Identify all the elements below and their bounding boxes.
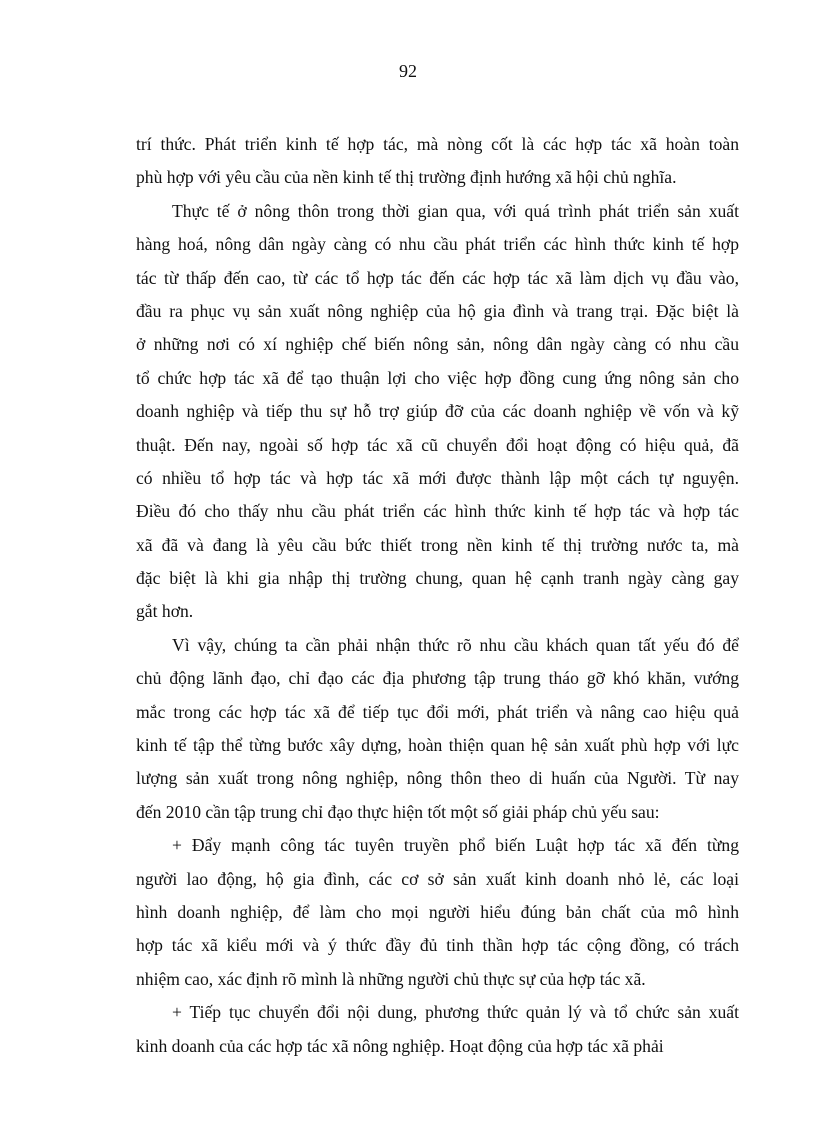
text-line: tác từ thấp đến cao, từ các tổ hợp tác đến các hợp tác xã làm dịch vụ đầu vào,	[136, 267, 739, 288]
text-line: hàng hoá, nông dân ngày càng có nhu cầu phát triển các hình thức kinh tế hợp	[136, 234, 739, 255]
text-line: lượng sản xuất trong nông nghiệp, nông thôn theo di huấn của Người. Từ nay	[136, 768, 739, 789]
text-line: thuật. Đến nay, ngoài số hợp tác xã cũ chuyển đổi hoạt động có hiệu quả, đã	[136, 434, 739, 455]
text-line: xã đã và đang là yêu cầu bức thiết trong nền kinh tế thị trường nước ta, mà	[136, 534, 739, 555]
text-line: ở những nơi có xí nghiệp chế biến nông sản, nông dân ngày càng có nhu cầu	[136, 334, 739, 355]
text-line: Điều đó cho thấy nhu cầu phát triển các hình thức kinh tế hợp tác và hợp tác	[136, 501, 739, 522]
paragraph-first-line: Thực tế ở nông thôn trong thời gian qua, với quá trình phát triển sản xuất	[172, 200, 739, 221]
page-number: 92	[399, 61, 417, 81]
text-line: nhiệm cao, xác định rõ mình là những người chủ thực sự của hợp tác xã.	[136, 968, 646, 989]
text-line: kinh doanh của các hợp tác xã nông nghiệp. Hoạt động của hợp tác xã phải	[136, 1035, 664, 1056]
text-line: tổ chức hợp tác xã để tạo thuận lợi cho việc hợp đồng cung ứng nông sản cho	[136, 367, 739, 388]
text-line: hợp tác xã kiểu mới và ý thức đầy đủ tinh thần hợp tác cộng đồng, có trách	[136, 935, 739, 956]
body-text	[136, 128, 739, 1063]
text-line: mắc trong các hợp tác xã để tiếp tục đổi mới, phát triển và nâng cao hiệu quả	[136, 701, 739, 722]
text-line: có nhiều tổ hợp tác và hợp tác xã mới được thành lập một cách tự nguyện.	[136, 467, 739, 488]
text-line: chủ động lãnh đạo, chỉ đạo các địa phương tập trung tháo gỡ khó khăn, vướng	[136, 668, 739, 689]
text-line: trí thức. Phát triển kinh tế hợp tác, mà nòng cốt là các hợp tác xã hoàn toàn	[136, 134, 739, 154]
text-line: kinh tế tập thể từng bước xây dựng, hoàn thiện quan hệ sản xuất phù hợp với lực	[136, 735, 739, 756]
paragraph-first-line: + Đẩy mạnh công tác tuyên truyền phổ biến Luật hợp tác xã đến từng	[172, 835, 739, 856]
text-line: đặc biệt là khi gia nhập thị trường chung, quan hệ cạnh tranh ngày càng gay	[136, 568, 739, 589]
paragraph-first-line: Vì vậy, chúng ta cần phải nhận thức rõ nhu cầu khách quan tất yếu đó để	[172, 634, 739, 655]
text-line: doanh nghiệp và tiếp thu sự hỗ trợ giúp đỡ của các doanh nghiệp về vốn và kỹ	[136, 401, 739, 422]
paragraph-first-line: + Tiếp tục chuyển đổi nội dung, phương thức quản lý và tổ chức sản xuất	[172, 1002, 739, 1023]
text-line: người lao động, hộ gia đình, các cơ sở sản xuất kinh doanh nhỏ lẻ, các loại	[136, 868, 739, 889]
text-line: đầu ra phục vụ sản xuất nông nghiệp của hộ gia đình và trang trại. Đặc biệt là	[136, 300, 739, 321]
text-line: gắt hơn.	[136, 601, 194, 622]
text-line: phù hợp với yêu cầu của nền kinh tế thị trường định hướng xã hội chủ nghĩa.	[136, 167, 677, 188]
text-line: đến 2010 cần tập trung chỉ đạo thực hiện tốt một số giải pháp chủ yếu sau:	[136, 801, 660, 822]
text-line: hình doanh nghiệp, để làm cho mọi người hiểu đúng bản chất của mô hình	[136, 901, 739, 922]
